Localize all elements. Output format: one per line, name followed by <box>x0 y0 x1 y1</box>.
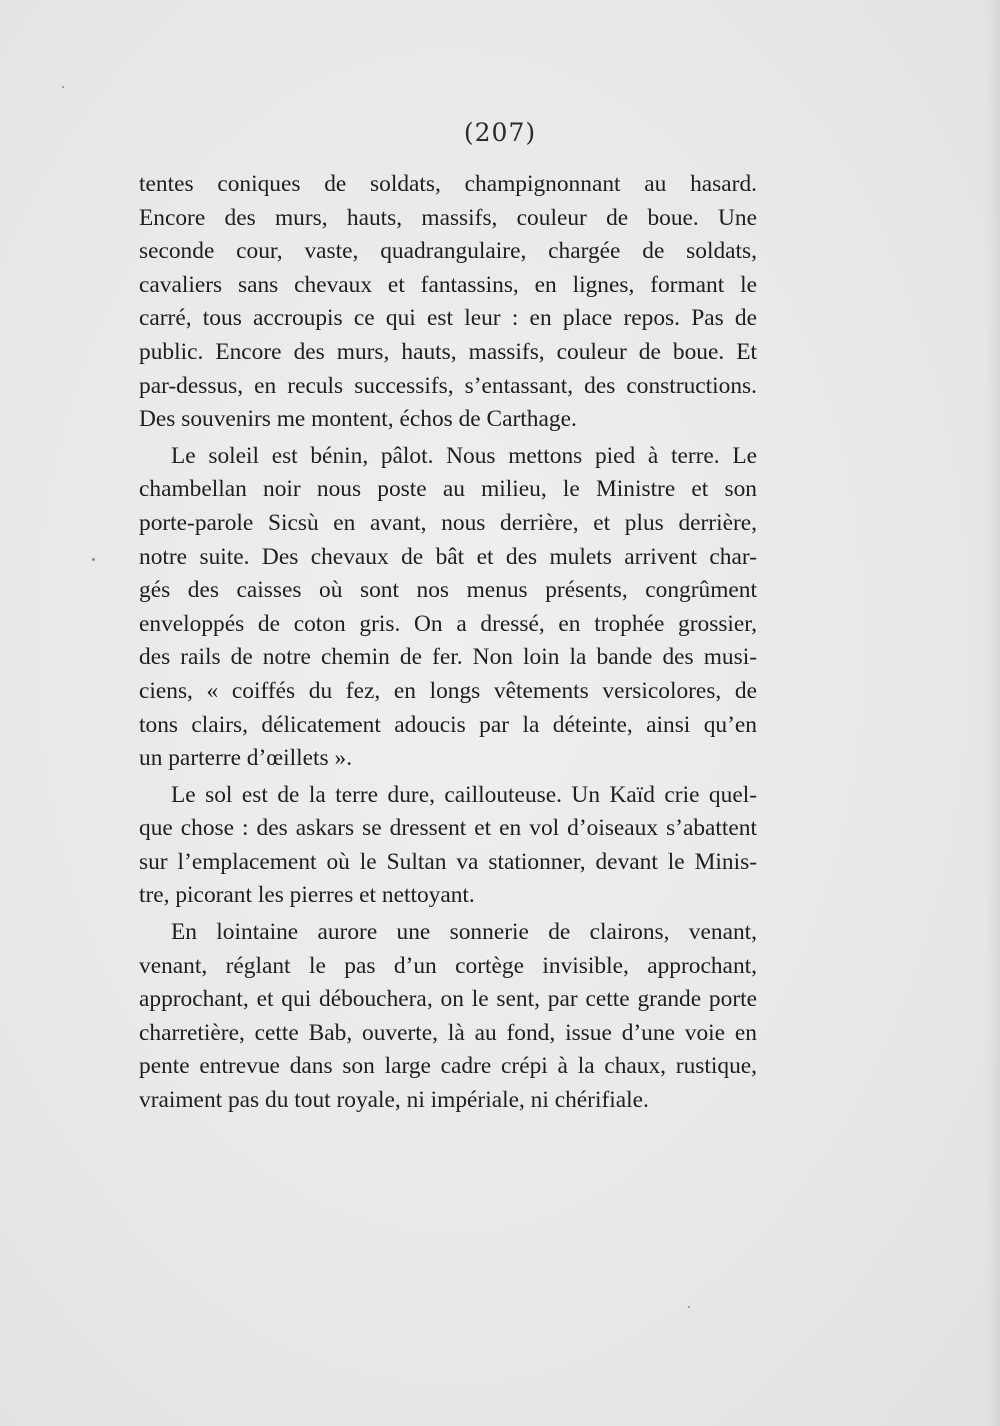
text-line: seconde cour, vaste, quadrangulaire, chargée de soldats, <box>139 238 757 265</box>
page-number: (207) <box>463 118 537 147</box>
text-line: porte-parole Sicsù en avant, nous derrière, et plus derrière, <box>139 509 757 536</box>
text-line: public. Encore des murs, hauts, massifs, couleur de boue. Et <box>139 338 757 365</box>
text-line: Encore des murs, hauts, massifs, couleur de boue. Une <box>139 204 757 231</box>
text-line: un parterre d’œillets ». <box>139 745 353 772</box>
text-line: carré, tous accroupis ce qui est leur : en place repos. Pas de <box>139 305 757 332</box>
page-edge-shadow <box>986 0 1000 1426</box>
paper-speck <box>62 86 64 88</box>
text-line: par-dessus, en reculs successifs, s’entassant, des constructions. <box>139 372 757 399</box>
text-line: tre, picorant les pierres et nettoyant. <box>139 882 475 909</box>
text-line: pente entrevue dans son large cadre crépi à la chaux, rustique, <box>139 1053 757 1080</box>
text-line: charretière, cette Bab, ouverte, là au fond, issue d’une voie en <box>139 1019 757 1046</box>
text-line: que chose : des askars se dressent et en vol d’oiseaux s’abattent <box>139 815 757 842</box>
text-line: Le soleil est bénin, pâlot. Nous mettons pied à terre. Le <box>171 442 757 469</box>
text-line: des rails de notre chemin de fer. Non loin la bande des musi- <box>139 644 757 671</box>
text-line: tentes coniques de soldats, champignonnant au hasard. <box>139 171 757 197</box>
text-line: notre suite. Des chevaux de bât et des mulets arrivent char- <box>139 543 757 570</box>
text-line: tons clairs, délicatement adoucis par la déteinte, ainsi qu’en <box>139 711 757 738</box>
text-line: Le sol est de la terre dure, caillouteuse. Un Kaïd crie quel- <box>171 781 757 808</box>
text-line: ciens, « coiffés du fez, en longs vêtements versicolores, de <box>139 677 757 704</box>
paragraph <box>139 440 757 776</box>
paragraph <box>139 916 757 1118</box>
text-line: enveloppés de coton gris. On a dressé, en trophée grossier, <box>139 610 757 637</box>
text-line: En lointaine aurore une sonnerie de clairons, venant, <box>171 919 757 946</box>
text-line: Des souvenirs me montent, échos de Carthage. <box>139 406 577 433</box>
text-line: approchant, et qui débouchera, on le sent, par cette grande porte <box>139 986 757 1013</box>
text-line: vraiment pas du tout royale, ni impériale, ni chérifiale. <box>139 1087 649 1114</box>
body-text <box>139 168 757 1118</box>
paper-speck <box>92 558 95 561</box>
text-line: cavaliers sans chevaux et fantassins, en lignes, formant le <box>139 271 757 298</box>
text-line: chambellan noir nous poste au milieu, le Ministre et son <box>139 476 757 503</box>
paragraph <box>139 779 757 913</box>
text-line: sur l’emplacement où le Sultan va stationner, devant le Minis- <box>139 848 757 875</box>
text-line: venant, réglant le pas d’un cortège invisible, approchant, <box>139 952 757 979</box>
paper-speck <box>688 1306 690 1308</box>
text-line: gés des caisses où sont nos menus présents, congrûment <box>139 577 757 604</box>
paragraph <box>139 168 757 437</box>
